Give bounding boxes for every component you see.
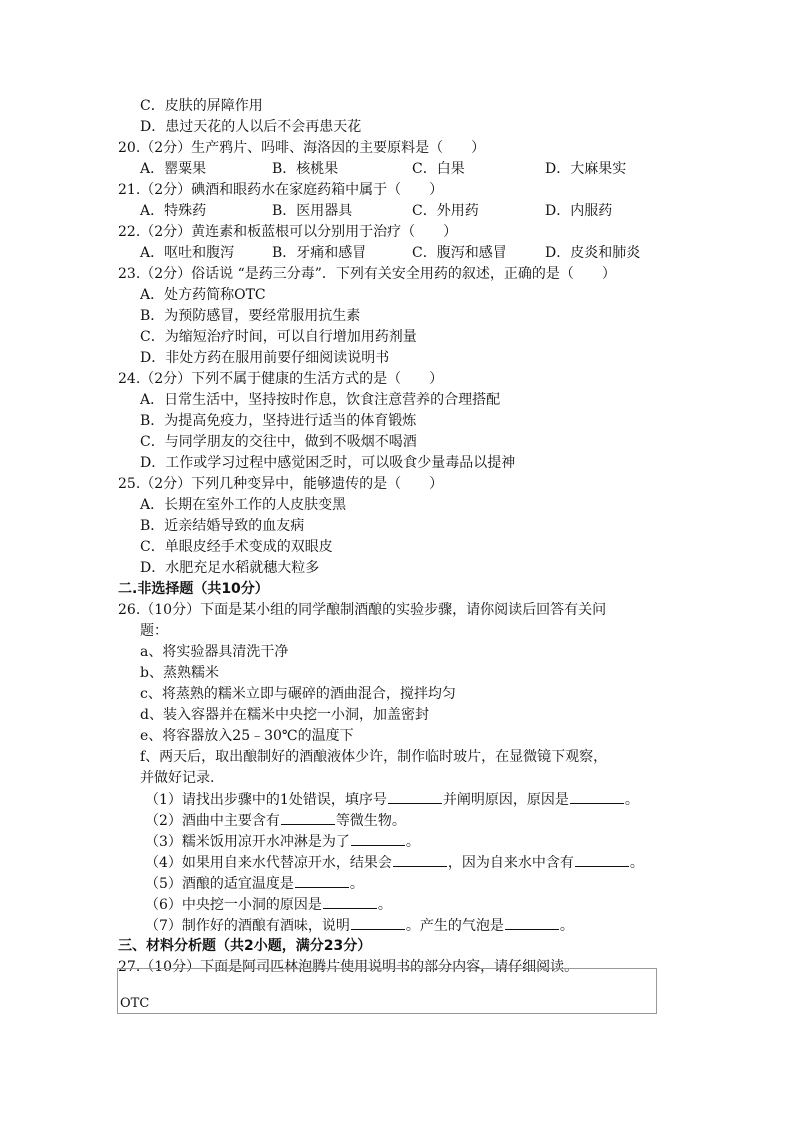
otc-label: OTC [120,996,150,1011]
q24-option-b: B．为提高免疫力，坚持进行适当的体育锻炼 [140,413,417,429]
q23-option-a: A．处方药简称OTC [140,287,266,303]
q20-option-b: B．核桃果 [272,161,339,177]
q23-option-b: B．为预防感冒，要经常服用抗生素 [140,308,361,324]
q21-stem: 21.（2分）碘酒和眼药水在家庭药箱中属于（ ） [118,182,444,198]
q26-step-f: f、两天后，取出酿制好的酒酿液体少许，制作临时玻片，在显微镜下观察， [140,749,608,765]
q26-sub1: （1）请找出步骤中的1处错误，填序号 并阐明原因，原因是 。 [145,789,639,809]
q26-sub6: （6）中央挖一小洞的原因是 。 [145,894,392,914]
q20-stem: 20.（2分）生产鸦片、吗啡、海洛因的主要原料是（ ） [118,140,486,156]
q20-option-c: C．白果 [412,161,465,177]
q22-option-a: A．呕吐和腹泻 [140,245,235,261]
q26-step-b: b、蒸熟糯米 [140,665,219,681]
q22-option-c: C．腹泻和感冒 [412,245,507,261]
q26-sub7-blank1[interactable] [351,915,405,930]
q25-option-b: B．近亲结婚导致的血友病 [140,518,305,534]
q27-stem: 27.（10分）下面是阿司匹林泡腾片使用说明书的部分内容，请仔细阅读。 [118,959,579,975]
q26-sub4-blank1[interactable] [393,852,447,867]
section-2-heading: 二.非选择题（共10分） [118,581,269,597]
q27-instruction-box [117,968,657,1014]
q26-sub5: （5）酒酿的适宜温度是 。 [145,873,364,893]
q24-stem: 24.（2分）下列不属于健康的生活方式的是（ ） [118,371,444,387]
q21-options [140,201,700,221]
q25-stem: 25.（2分）下列几种变异中，能够遗传的是（ ） [118,476,444,492]
q26-step-d: d、装入容器并在糯米中央挖一小洞，加盖密封 [140,707,429,723]
q25-option-d: D．水肥充足水稻就穗大粒多 [140,560,320,576]
q26-sub3-blank[interactable] [351,831,405,846]
q26-step-e: e、将容器放入25﹣30℃的温度下 [140,728,354,744]
q22-options [140,243,700,263]
q26-sub7-blank2[interactable] [505,915,559,930]
q21-option-a: A．特殊药 [140,203,207,219]
q25-option-c: C．单眼皮经手术变成的双眼皮 [140,539,333,555]
q26-step-a: a、将实验器具清洗干净 [140,644,289,660]
q26-sub4-blank2[interactable] [575,852,629,867]
q20-option-a: A．罂粟果 [140,161,207,177]
q26-sub6-blank[interactable] [323,894,377,909]
q22-stem: 22.（2分）黄连素和板蓝根可以分别用于治疗（ ） [118,224,458,240]
q26-sub1-blank1[interactable] [388,789,442,804]
q26-sub7: （7）制作好的酒酿有酒味，说明 。产生的气泡是 。 [145,915,574,935]
q26-step-c: c、将蒸熟的糯米立即与碾碎的酒曲混合，搅拌均匀 [140,686,456,702]
q26-sub1-blank2[interactable] [570,789,624,804]
q26-step-f-cont: 并做好记录. [140,770,215,786]
q19-option-c: C．皮肤的屏障作用 [140,98,263,114]
q23-stem: 23.（2分）俗话说 “是药三分毒”．下列有关安全用药的叙述，正确的是（ ） [118,266,616,282]
q26-sub5-blank[interactable] [295,873,349,888]
q24-option-c: C．与同学朋友的交往中，做到不吸烟不喝酒 [140,434,417,450]
q21-option-b: B．医用器具 [272,203,353,219]
q20-option-d: D．大麻果实 [545,161,627,177]
q26-stem-line2: 题： [140,623,168,639]
q20-options [140,159,700,179]
q26-stem-line1: 26.（10分）下面是某小组的同学酿制酒酿的实验步骤，请你阅读后回答有关问 [118,602,607,618]
q23-option-c: C．为缩短治疗时间，可以自行增加用药剂量 [140,329,417,345]
q21-option-c: C．外用药 [412,203,479,219]
q23-option-d: D．非处方药在服用前要仔细阅读说明书 [140,350,390,366]
q25-option-a: A．长期在室外工作的人皮肤变黑 [140,497,347,513]
q26-sub2: （2）酒曲中主要含有 等微生物。 [145,810,406,830]
q21-option-d: D．内服药 [545,203,613,219]
q22-option-b: B．牙痛和感冒 [272,245,367,261]
q24-option-a: A．日常生活中，坚持按时作息，饮食注意营养的合理搭配 [140,392,501,408]
section-3-heading: 三、材料分析题（共2小题，满分23分） [118,938,372,954]
q24-option-d: D．工作或学习过程中感觉困乏时，可以吸食少量毒品以提神 [140,455,516,471]
q19-option-d: D．患过天花的人以后不会再患天花 [140,119,362,135]
q22-option-d: D．皮炎和肺炎 [545,245,641,261]
q26-sub4: （4）如果用自来水代替凉开水，结果会 ，因为自来水中含有 。 [145,852,644,872]
q26-sub3: （3）糯米饭用凉开水冲淋是为了 。 [145,831,420,851]
q26-sub2-blank[interactable] [281,810,335,825]
